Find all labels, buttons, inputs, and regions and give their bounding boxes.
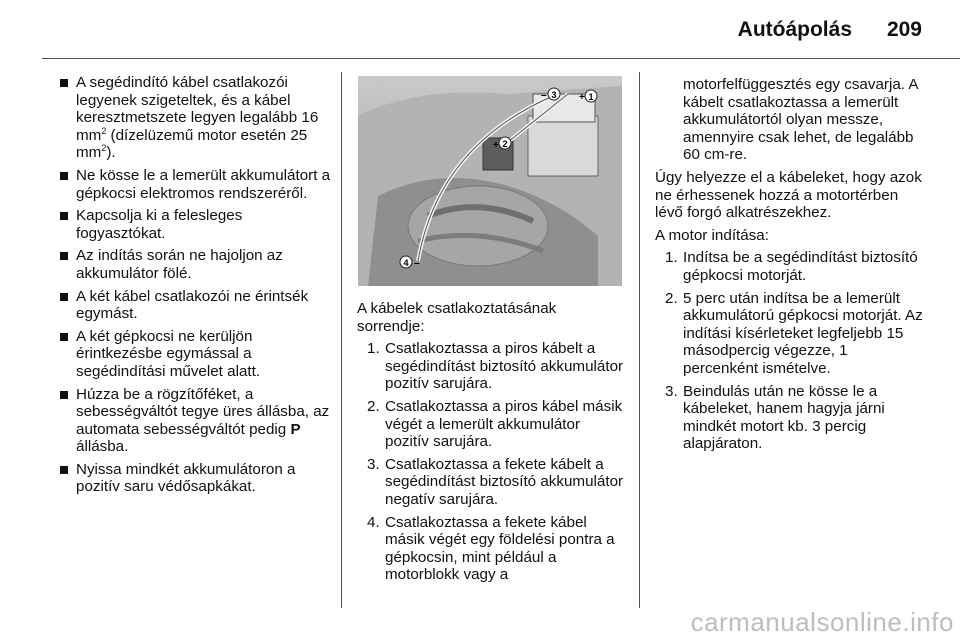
step-text: Csatlakoztassa a fekete kábel másik végét egy földelési pontra a gépkocsin, mint például a motorblokk vagy a [385, 513, 615, 584]
page-title: Autóápolás [737, 18, 852, 41]
list-item: A két gépkocsi ne kerüljön érintkezésbe egymással a segédindítási művelet alatt. [58, 328, 332, 381]
column-divider-2 [639, 72, 640, 608]
engine-start-steps [655, 249, 925, 453]
column-divider-1 [341, 72, 342, 608]
figure-label-2: 2 [502, 139, 508, 149]
step-number: 3. [367, 455, 380, 473]
step-text: Csatlakoztassa a piros kábel másik végét a lemerült akkumulátor pozitív sarujára. [385, 397, 623, 451]
precaution-list [58, 74, 332, 496]
page-header [0, 0, 960, 58]
list-item [655, 290, 925, 378]
step-text: Indítsa be a segédindítást biztosító gépkocsi motorját. [683, 249, 918, 284]
step-number: 3. [665, 382, 678, 400]
watermark: carmanualsonline.info [690, 607, 954, 637]
list-item-text: ). [106, 144, 116, 162]
column-2 [357, 300, 627, 589]
figure-label-4: 4 [403, 258, 409, 268]
list-item [58, 386, 332, 456]
step-text: Csatlakoztassa a piros kábelt a segédindítást biztosító akkumulátor pozitív sarujára. [385, 340, 624, 393]
list-item: Nyissa mindkét akkumulátoron a pozitív saru védősapkákat. [58, 461, 332, 496]
list-item [655, 249, 925, 284]
paragraph: Úgy helyezze el a kábeleket, hogy azok ne érhessenek hozzá a motortérben lévő forgó alkatrészekhez. [655, 168, 922, 222]
step-number: 2. [367, 397, 380, 415]
list-item: Az indítás során ne hajoljon az akkumulátor fölé. [58, 247, 332, 282]
step-text: Csatlakoztassa a fekete kábelt a segédindítást biztosító akkumulátor negatív sarujára. [385, 455, 624, 508]
plus-sign: + [493, 140, 499, 151]
step-number: 4. [367, 513, 380, 531]
list-item [357, 514, 627, 584]
plus-sign: + [579, 92, 585, 103]
list-item-text: A segédindító kábel csatlakozói legyenek szigeteltek, és a kábel keresztmetszete legyen legalább 16 mm [76, 74, 319, 144]
list-item [357, 456, 627, 509]
step-number: 2. [665, 289, 678, 307]
minus-sign: – [541, 90, 547, 101]
list-item-text: Húzza be a rögzítőféket, a sebességváltót tegye üres állásba, az automata sebességváltót pedig [76, 385, 330, 438]
minus-sign: – [414, 258, 420, 269]
connection-steps [357, 340, 627, 584]
list-item [655, 383, 925, 453]
list-item-text: (dízelüzemű motor esetén 25 mm [76, 126, 308, 162]
step-number: 1. [367, 340, 380, 358]
superscript: 2 [101, 143, 107, 154]
step-number: 1. [665, 249, 678, 267]
jump-start-illustration [358, 76, 622, 286]
list-item: Ne kösse le a lemerült akkumulátort a gépkocsi elektromos rendszeréről. [58, 167, 332, 202]
step-text: Beindulás után ne kösse le a kábeleket, hanem hagyja járni mindkét motort kb. 3 percig alapjáraton. [683, 382, 885, 453]
column-3 [655, 76, 925, 458]
gear-position-label: P [290, 420, 301, 438]
list-item [357, 340, 627, 393]
list-item: A két kábel csatlakozói ne érintsék egymást. [58, 288, 332, 323]
list-item [357, 398, 627, 451]
list-item [58, 74, 332, 162]
step-continuation: motorfelfüggesztés egy csavarja. A kábelt csatlakoztassa a lemerült akkumulátortól olyan messze, amennyire csak lehet, de legalább 60 cm-re. [683, 76, 918, 164]
step-text: 5 perc után indítsa be a lemerült akkumulátorú gépkocsi motorját. Az indítási kísérleteket legfeljebb 15 másodpercig végezze, 1 percenként ismételve. [683, 289, 923, 377]
list-item: Kapcsolja ki a felesleges fogyasztókat. [58, 207, 332, 242]
figure-label-3: 3 [551, 90, 557, 100]
section-heading: A motor indítása: [655, 226, 769, 244]
header-divider [42, 58, 960, 59]
page-number: 209 [886, 18, 922, 41]
column-1 [58, 74, 332, 501]
superscript: 2 [101, 125, 107, 136]
steps-intro: A kábelek csatlakoztatásának sorrendje: [357, 300, 557, 335]
engine-bay-drawing [358, 76, 622, 286]
figure-label-1: 1 [588, 92, 594, 102]
list-item-text: állásba. [76, 438, 129, 456]
